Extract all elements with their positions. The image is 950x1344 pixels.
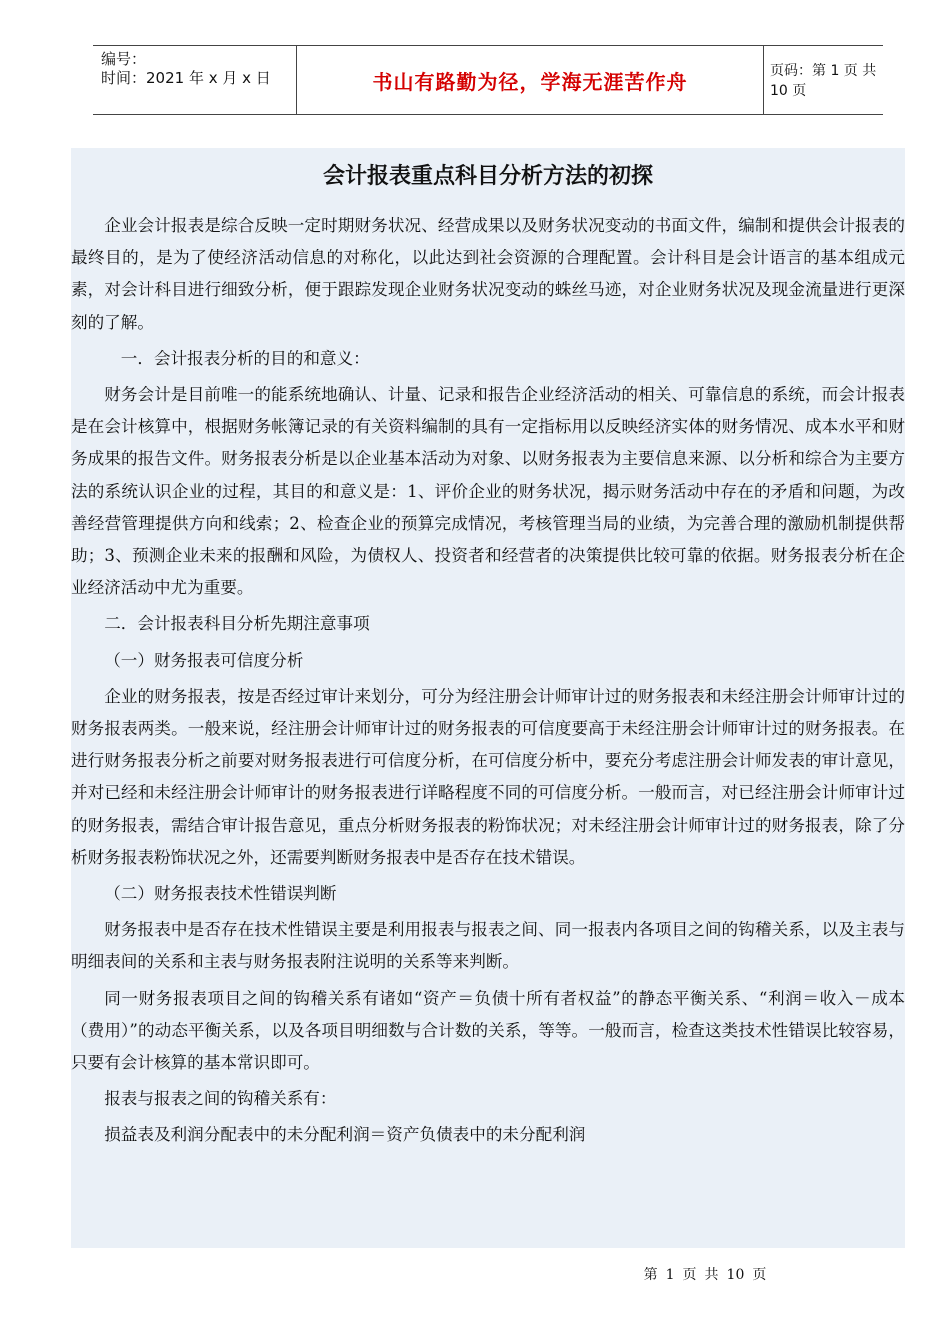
footer-ye2: 页 (752, 1267, 767, 1283)
footer-total-pages: 10 (726, 1267, 745, 1283)
section-heading: 二．会计报表科目分析先期注意事项 (104, 614, 370, 634)
header-motto-cell (296, 46, 764, 114)
footer-gong: 共 (704, 1267, 719, 1283)
page-label: 页码：第 1 页 共 10 页 (770, 63, 877, 99)
subsection-heading: （二）财务报表技术性错误判断 (104, 884, 337, 904)
footer-ye: 页 (682, 1267, 697, 1283)
document-body (71, 210, 905, 1156)
header-meta (93, 46, 296, 114)
footer-page-number: 1 (665, 1267, 675, 1283)
subsection-heading: （一）财务报表可信度分析 (104, 650, 304, 670)
paragraph: 财务报表中是否存在技术性错误主要是利用报表与报表之间、同一报表内各项目之间的钩稽关系，以及主表与明细表间的关系和主表与财务报表附注说明的关系等来判断。 (71, 920, 905, 972)
paragraph: 报表与报表之间的钩稽关系有： (104, 1089, 337, 1109)
paragraph: 同一财务报表项目之间的钩稽关系有诸如“资产＝负债十所有者权益”的静态平衡关系、“利润＝收入－成本（费用）”的动态平衡关系，以及各项目明细数与合计数的关系，等等。一般而言，检查这类技术性错误比较容易，只要有会计核算的基本常识即可。 (71, 988, 905, 1073)
serial-label: 编号： (101, 50, 147, 68)
paragraph: 财务会计是目前唯一的能系统地确认、计量、记录和报告企业经济活动的相关、可靠信息的系统，而会计报表是在会计核算中，根据财务帐簿记录的有关资料编制的具有一定指标用以反映经济实体的财务情况、成本水平和财务成果的报告文件。财务报表分析是以企业基本活动为对象、以财务报表为主要信息来源、以分析和综合为主要方法的系统认识企业的过程，其目的和意义是：1、评价企业的财务状况，揭示财务活动中存在的矛盾和问题，为改善经营管理提供方向和线索；2、检查企业的预算完成情况，考核管理当局的业绩，为完善合理的激励机制提供帮助；3、预测企业未来的报酬和风险，为债权人、投资者和经营者的决策提供比较可靠的依据。财务报表分析在企业经济活动中尤为重要。 (71, 385, 905, 598)
page-footer (0, 1264, 950, 1284)
time-label: 时间：2021 年 x 月 x 日 (101, 69, 271, 87)
document-title: 会计报表重点科目分析方法的初探 (322, 164, 653, 189)
paragraph: 损益表及利润分配表中的未分配利润＝资产负债表中的未分配利润 (104, 1125, 586, 1145)
footer-di: 第 (643, 1267, 658, 1283)
paragraph: 企业会计报表是综合反映一定时期财务状况、经营成果以及财务状况变动的书面文件，编制和提供会计报表的最终目的，是为了使经济活动信息的对称化，以此达到社会资源的合理配置。会计科目是会计语言的基本组成元素，对会计科目进行细致分析，便于跟踪发现企业财务状况变动的蛛丝马迹，对企业财务状况及现金流量进行更深刻的了解。 (71, 216, 905, 332)
header-page-cell (762, 46, 883, 114)
section-heading: 一．会计报表分析的目的和意义： (120, 348, 370, 368)
header-table (93, 45, 883, 115)
motto: 书山有路勤为径，学海无涯苦作舟 (372, 69, 688, 94)
paragraph: 企业的财务报表，按是否经过审计来划分，可分为经注册会计师审计过的财务报表和未经注册会计师审计过的财务报表两类。一般来说，经注册会计师审计过的财务报表的可信度要高于未经注册会计师审计过的财务报表。在进行财务报表分析之前要对财务报表进行可信度分析，在可信度分析中，要充分考虑注册会计师发表的审计意见，并对已经和未经注册会计师审计的财务报表进行详略程度不同的可信度分析。一般而言，对已经注册会计师审计过的财务报表，需结合审计报告意见，重点分析财务报表的粉饰状况；对未经注册会计师审计过的财务报表，除了分析财务报表粉饰状况之外，还需要判断财务报表中是否存在技术错误。 (71, 686, 905, 867)
